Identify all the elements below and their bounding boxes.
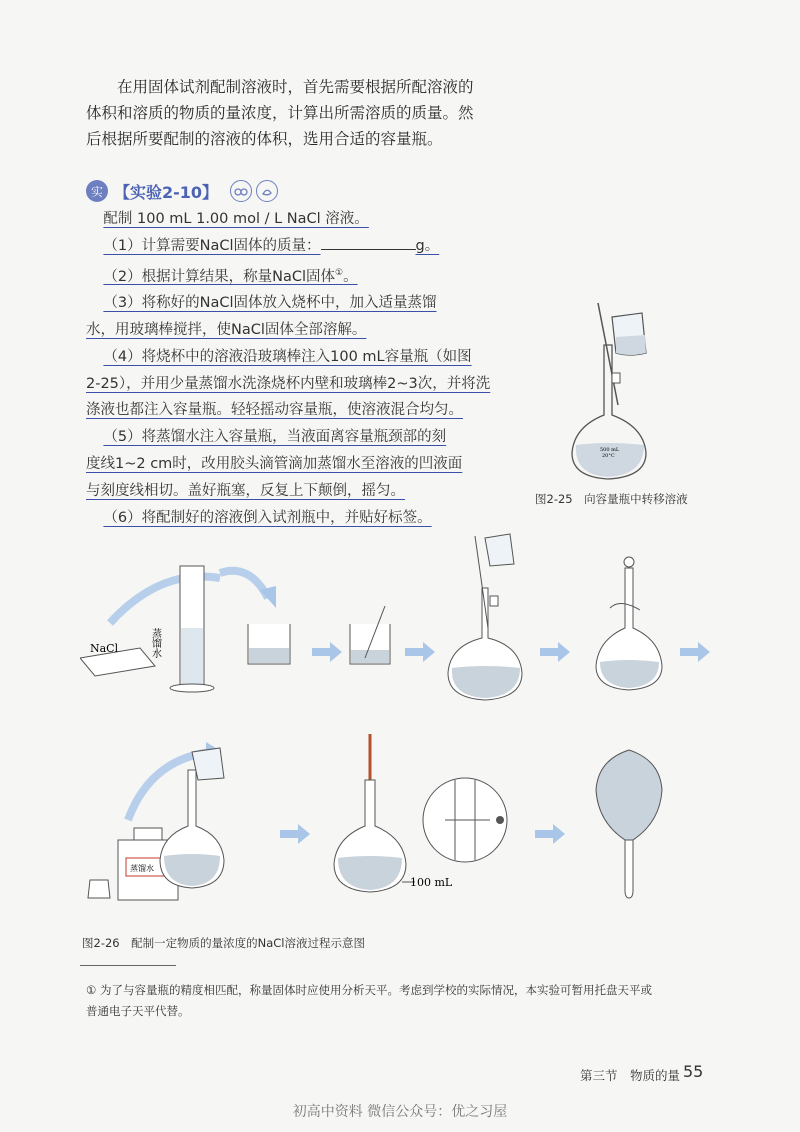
fig-100ml-label: 100 mL [410,876,453,889]
unit-text: g。 [415,237,440,254]
experiment-badge-icon: 实 [86,180,108,202]
experiment-heading [86,178,278,204]
step-text: （1）计算需要NaCl固体的质量： [103,237,321,254]
page-number: 55 [683,1062,704,1081]
figure-2-26-row1 [80,528,720,708]
figure-2-26-caption: 图2-26 配制一定物质的量浓度的NaCl溶液过程示意图 [82,936,365,950]
step-line [86,233,506,260]
footnote-mark: ① [335,267,344,278]
step-line: （6）将配制好的溶液倒入试剂瓶中，并贴好标签。 [103,509,432,526]
step-line: （4）将烧杯中的溶液沿玻璃棒注入100 mL容量瓶（如图 [103,348,472,365]
figure-2-25 [560,295,670,495]
safety-icons [230,180,278,202]
step-line: 度线1~2 cm时，改用胶头滴管滴加蒸馏水至溶液的凹液面 [86,456,463,472]
fig225-flask-label: 500 mL [600,447,620,453]
goggles-icon [230,180,252,202]
step-text: （2）根据计算结果，称量NaCl固体 [103,268,336,285]
step-line: 与刻度线相切。盖好瓶塞，反复上下颠倒，摇匀。 [86,482,405,499]
figure-2-25-caption: 图2-25 向容量瓶中转移溶液 [535,492,688,506]
nacl-label: NaCl [90,642,119,655]
experiment-steps [86,206,506,531]
intro-line: 体积和溶质的物质的量浓度，计算出所需溶质的质量。然 [86,104,474,122]
fig225-flask-temp: 20°C [602,453,615,459]
figure-2-26-row2 [80,730,720,910]
step-line: （5）将蒸馏水注入容量瓶，当液面离容量瓶颈部的刻 [103,429,447,446]
footnote-divider [80,965,176,966]
intro-paragraph [86,74,506,152]
step-line: 2-25），并用少量蒸馏水洗涤烧杯内壁和玻璃棒2~3次，并将洗 [86,375,491,392]
footnote-line: ① 为了与容量瓶的精度相匹配，称量固体时应使用分析天平。考虑到学校的实际情况，本实验可暂用托盘天平或 [86,983,652,997]
hand-wash-icon [256,180,278,202]
bottle-label: 蒸馏水 [130,864,154,873]
step-line: （3）将称好的NaCl固体放入烧杯中，加入适量蒸馏 [103,295,437,312]
footnote-line: 普通电子天平代替。 [86,1004,190,1018]
step-line: 涤液也都注入容量瓶。轻轻摇动容量瓶，使溶液混合均匀。 [86,402,463,419]
step-line: 水，用玻璃棒搅拌，使NaCl固体全部溶解。 [86,322,367,339]
intro-line: 后根据所要配制的溶液的体积，选用合适的容量瓶。 [86,130,443,148]
water-label: 蒸馏水 [149,628,161,658]
footnote [86,980,726,1022]
step-line: 配制 100 mL 1.00 mol / L NaCl 溶液。 [103,211,369,227]
section-title: 第三节 物质的量 [580,1068,681,1083]
intro-line: 在用固体试剂配制溶液时，首先需要根据所配溶液的 [117,78,474,96]
answer-blank [321,235,416,250]
step-line: （2）根据计算结果，称量NaCl固体①。 [103,267,358,285]
watermark-text: 初高中资料 微信公众号：优之习屋 [292,1104,508,1120]
experiment-title: 【实验2-10】 [114,182,219,202]
